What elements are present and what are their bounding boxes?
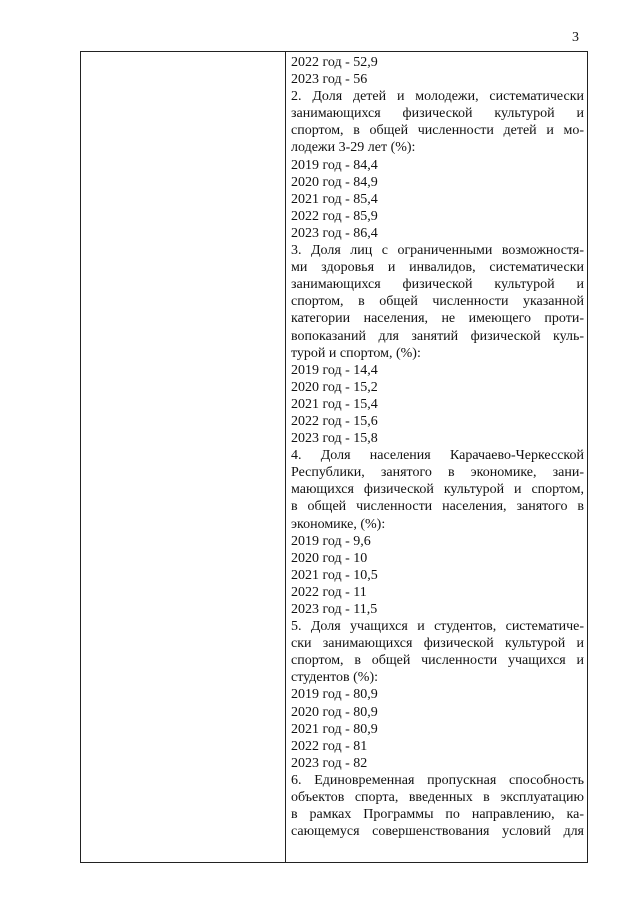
text-line: 3. Доля лиц с ограниченными возможностя- — [291, 243, 584, 259]
text-line: 5. Доля учащихся и студентов, систематиче- — [291, 619, 584, 635]
text-line: в общей численности населения, занятого в — [291, 499, 584, 515]
text-line: в рамках Программы по направлению, ка- — [291, 807, 584, 823]
text-line: Республики, занятого в экономике, зани- — [291, 465, 584, 481]
text-line: 2023 год - 82 — [291, 755, 368, 771]
text-line: лодежи 3-29 лет (%): — [291, 140, 416, 156]
text-line: 2020 год - 80,9 — [291, 704, 378, 720]
text-line: спортом, в общей численности детей и мо- — [291, 123, 584, 139]
text-line: категории населения, не имеющего проти- — [291, 311, 584, 327]
text-line: 4. Доля населения Карачаево-Черкесской — [291, 448, 584, 464]
text-line: спортом, в общей численности указанной — [291, 294, 584, 310]
text-line: 2023 год - 86,4 — [291, 225, 378, 241]
text-line: экономике, (%): — [291, 516, 386, 532]
text-line: 2020 год - 84,9 — [291, 174, 378, 190]
text-line: вопоказаний для занятий физической куль- — [291, 328, 584, 344]
text-line: студентов (%): — [291, 670, 379, 686]
text-line: 6. Единовременная пропускная способность — [291, 772, 584, 788]
text-line: занимающихся физической культурой и — [291, 277, 584, 293]
text-line: 2021 год - 85,4 — [291, 191, 378, 207]
text-line: 2023 год - 11,5 — [291, 602, 378, 617]
text-line: 2021 год - 80,9 — [291, 721, 378, 737]
text-line: ми здоровья и инвалидов, систематически — [291, 260, 584, 276]
table-right-column — [286, 52, 587, 862]
text-line: ски занимающихся физической культурой и — [291, 636, 584, 652]
text-line: 2019 год - 80,9 — [291, 687, 378, 703]
text-line: 2019 год - 9,6 — [291, 533, 371, 549]
page-number: 3 — [572, 30, 579, 45]
text-line: спортом, в общей численности учащихся и — [291, 653, 584, 669]
text-line: 2022 год - 52,9 — [291, 55, 378, 70]
text-line: объектов спорта, введенных в эксплуатацию — [291, 790, 584, 806]
table-left-column — [81, 52, 286, 862]
text-line: 2022 год - 15,6 — [291, 413, 378, 429]
text-line: 2023 год - 15,8 — [291, 431, 378, 447]
text-line: сающемуся совершенствования условий для — [291, 824, 584, 840]
text-line: 2021 год - 15,4 — [291, 396, 378, 412]
text-line: занимающихся физической культурой и — [291, 106, 584, 122]
text-line: 2023 год - 56 — [291, 72, 368, 88]
text-line: турой и спортом, (%): — [291, 345, 421, 361]
text-line: 2020 год - 15,2 — [291, 379, 378, 395]
text-line: мающихся физической культурой и спортом, — [291, 482, 584, 498]
text-line: 2019 год - 84,4 — [291, 157, 378, 173]
document-table — [80, 51, 588, 863]
text-line: 2020 год - 10 — [291, 550, 368, 566]
text-line: 2022 год - 85,9 — [291, 208, 378, 224]
text-line: 2022 год - 81 — [291, 738, 368, 754]
text-line: 2021 год - 10,5 — [291, 567, 378, 583]
text-line: 2019 год - 14,4 — [291, 362, 378, 378]
text-line: 2. Доля детей и молодежи, систематически — [291, 89, 584, 105]
text-line: 2022 год - 11 — [291, 584, 367, 600]
